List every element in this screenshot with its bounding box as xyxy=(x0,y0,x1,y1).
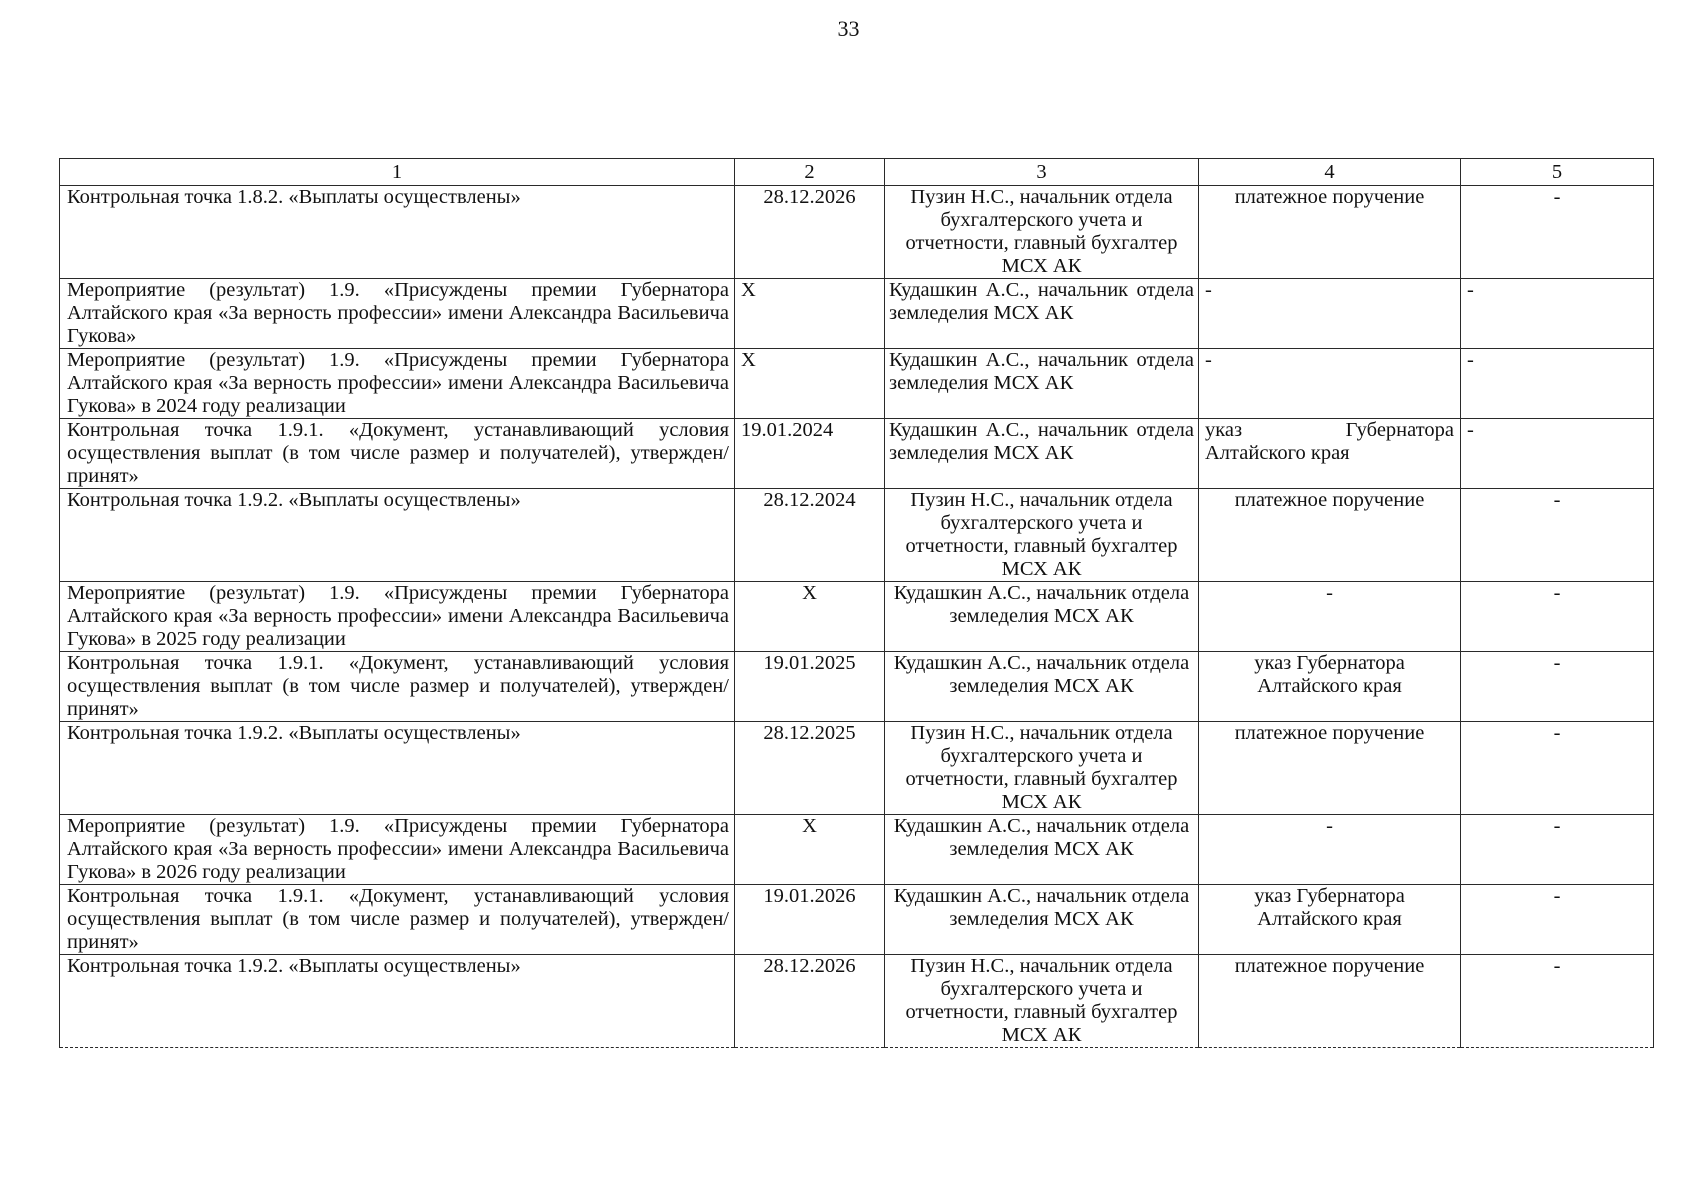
column-header-5: 5 xyxy=(1461,159,1654,186)
row-name: Контрольная точка 1.9.2. «Выплаты осуществлены» xyxy=(60,722,735,815)
row-info: - xyxy=(1461,186,1654,279)
control-points-table xyxy=(59,158,1654,1048)
row-name: Мероприятие (результат) 1.9. «Присуждены премии Губернатора Алтайского края «За верность профессии» имени Александра Васильевича Гукова» в 2024 году реализации xyxy=(60,349,735,419)
row-name: Контрольная точка 1.9.2. «Выплаты осуществлены» xyxy=(60,489,735,582)
row-date: 28.12.2026 xyxy=(735,186,885,279)
row-document: - xyxy=(1199,582,1461,652)
table-row xyxy=(60,652,1654,722)
row-responsible: Кудашкин А.С., начальник отдела земледелия МСХ АК xyxy=(885,815,1199,885)
table-header-row xyxy=(60,159,1654,186)
row-name: Контрольная точка 1.9.1. «Документ, устанавливающий условия осуществления выплат (в том числе размер и получателей), утвержден/принят» xyxy=(60,652,735,722)
row-info: - xyxy=(1461,722,1654,815)
row-name: Контрольная точка 1.9.1. «Документ, устанавливающий условия осуществления выплат (в том числе размер и получателей), утвержден/принят» xyxy=(60,419,735,489)
row-document: указ Губернатора Алтайского края xyxy=(1199,419,1461,489)
table-row xyxy=(60,815,1654,885)
row-date: X xyxy=(735,582,885,652)
table-row xyxy=(60,955,1654,1048)
row-date: X xyxy=(735,349,885,419)
row-document: платежное поручение xyxy=(1199,489,1461,582)
row-responsible: Кудашкин А.С., начальник отдела земледелия МСХ АК xyxy=(885,349,1199,419)
row-name: Контрольная точка 1.9.2. «Выплаты осуществлены» xyxy=(60,955,735,1048)
row-date: X xyxy=(735,815,885,885)
row-info: - xyxy=(1461,349,1654,419)
column-header-2: 2 xyxy=(735,159,885,186)
row-document: платежное поручение xyxy=(1199,722,1461,815)
column-header-4: 4 xyxy=(1199,159,1461,186)
column-header-3: 3 xyxy=(885,159,1199,186)
row-info: - xyxy=(1461,885,1654,955)
row-info: - xyxy=(1461,582,1654,652)
table-row xyxy=(60,489,1654,582)
row-date: 28.12.2025 xyxy=(735,722,885,815)
row-document: - xyxy=(1199,815,1461,885)
row-responsible: Кудашкин А.С., начальник отдела земледелия МСХ АК xyxy=(885,885,1199,955)
row-document: - xyxy=(1199,279,1461,349)
table-row xyxy=(60,419,1654,489)
row-name: Контрольная точка 1.8.2. «Выплаты осуществлены» xyxy=(60,186,735,279)
row-document: платежное поручение xyxy=(1199,186,1461,279)
row-info: - xyxy=(1461,955,1654,1048)
table-row xyxy=(60,349,1654,419)
row-document: - xyxy=(1199,349,1461,419)
row-document: указ Губернатора Алтайского края xyxy=(1199,885,1461,955)
row-info: - xyxy=(1461,652,1654,722)
row-responsible: Пузин Н.С., начальник отдела бухгалтерского учета и отчетности, главный бухгалтер МСХ АК xyxy=(885,186,1199,279)
row-responsible: Кудашкин А.С., начальник отдела земледелия МСХ АК xyxy=(885,652,1199,722)
page-number: 33 xyxy=(837,16,860,41)
row-date: 19.01.2026 xyxy=(735,885,885,955)
row-responsible: Пузин Н.С., начальник отдела бухгалтерского учета и отчетности, главный бухгалтер МСХ АК xyxy=(885,489,1199,582)
row-info: - xyxy=(1461,419,1654,489)
row-name: Контрольная точка 1.9.1. «Документ, устанавливающий условия осуществления выплат (в том числе размер и получателей), утвержден/принят» xyxy=(60,885,735,955)
row-date: X xyxy=(735,279,885,349)
row-document: указ Губернатора Алтайского края xyxy=(1199,652,1461,722)
table-row xyxy=(60,582,1654,652)
row-info: - xyxy=(1461,489,1654,582)
table-row xyxy=(60,885,1654,955)
row-document: платежное поручение xyxy=(1199,955,1461,1048)
row-date: 28.12.2026 xyxy=(735,955,885,1048)
row-responsible: Кудашкин А.С., начальник отдела земледелия МСХ АК xyxy=(885,419,1199,489)
row-name: Мероприятие (результат) 1.9. «Присуждены премии Губернатора Алтайского края «За верность профессии» имени Александра Васильевича Гукова» в 2026 году реализации xyxy=(60,815,735,885)
row-responsible: Пузин Н.С., начальник отдела бухгалтерского учета и отчетности, главный бухгалтер МСХ АК xyxy=(885,955,1199,1048)
row-date: 19.01.2024 xyxy=(735,419,885,489)
table-row xyxy=(60,186,1654,279)
row-name: Мероприятие (результат) 1.9. «Присуждены премии Губернатора Алтайского края «За верность профессии» имени Александра Васильевича Гукова» в 2025 году реализации xyxy=(60,582,735,652)
row-responsible: Пузин Н.С., начальник отдела бухгалтерского учета и отчетности, главный бухгалтер МСХ АК xyxy=(885,722,1199,815)
row-date: 19.01.2025 xyxy=(735,652,885,722)
table-row xyxy=(60,279,1654,349)
row-date: 28.12.2024 xyxy=(735,489,885,582)
row-responsible: Кудашкин А.С., начальник отдела земледелия МСХ АК xyxy=(885,582,1199,652)
row-info: - xyxy=(1461,815,1654,885)
column-header-1: 1 xyxy=(60,159,735,186)
row-info: - xyxy=(1461,279,1654,349)
row-name: Мероприятие (результат) 1.9. «Присуждены премии Губернатора Алтайского края «За верность профессии» имени Александра Васильевича Гукова» xyxy=(60,279,735,349)
table-row xyxy=(60,722,1654,815)
row-responsible: Кудашкин А.С., начальник отдела земледелия МСХ АК xyxy=(885,279,1199,349)
